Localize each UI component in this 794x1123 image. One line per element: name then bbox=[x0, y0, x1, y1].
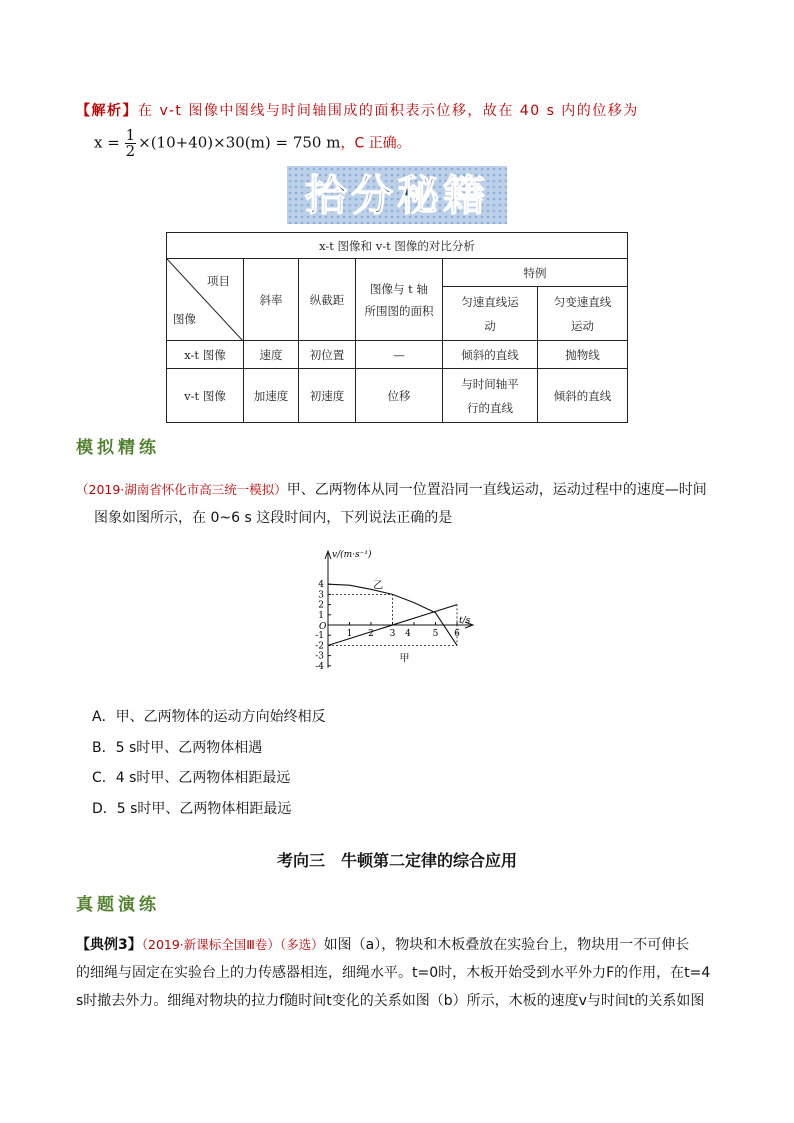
analysis-tag: 【解析】 bbox=[76, 103, 138, 119]
formula-rhs: ×(10+40)×30(m) = 750 m bbox=[138, 133, 341, 152]
x-tick-label: 6 bbox=[454, 629, 460, 639]
origin-label: O bbox=[319, 622, 327, 632]
section-real-heading: 真题演练 bbox=[76, 895, 160, 915]
y-tick-label: 1 bbox=[318, 610, 324, 621]
comparison-table bbox=[166, 232, 628, 423]
x-tick-label: 2 bbox=[368, 629, 374, 639]
displacement-formula bbox=[94, 128, 411, 159]
analysis-paragraph bbox=[76, 101, 726, 121]
analysis-conclusion: ，C 正确。 bbox=[340, 135, 411, 152]
diag-top-label: 项目 bbox=[207, 274, 230, 288]
guide-dashed-3 bbox=[328, 594, 393, 625]
example3-source: （2019·新课标全国Ⅲ卷）（多选） bbox=[141, 937, 324, 952]
series-yi-label: 乙 bbox=[373, 580, 384, 592]
y-tick-label: -4 bbox=[315, 661, 324, 672]
vt-chart bbox=[300, 545, 490, 685]
analysis-text: 在 v-t 图像中图线与时间轴围成的面积表示位移，故在 40 s 内的位移为 bbox=[138, 103, 639, 119]
question1-line2: 图象如图所示，在 0~6 s 这段时间内，下列说法正确的是 bbox=[94, 510, 453, 526]
x-axis-label: t/s bbox=[459, 616, 471, 626]
x-tick-label: 5 bbox=[432, 629, 439, 639]
option-b: B．5 s时甲、乙两物体相遇 bbox=[92, 740, 263, 756]
question1-line1: （2019·湖南省怀化市高三统一模拟）甲、乙两物体从同一位置沿同一直线运动，运动过程中的速度—时间 bbox=[76, 482, 707, 498]
col-accel: 匀变速直线 运动 bbox=[538, 287, 628, 341]
col-uniform: 匀速直线运 动 bbox=[443, 287, 538, 341]
col-slope: 斜率 bbox=[244, 259, 299, 341]
table-diagonal-header bbox=[167, 259, 244, 341]
formula-lhs: x = bbox=[94, 133, 120, 152]
y-tick-label: 3 bbox=[318, 590, 324, 601]
option-c: C．4 s时甲、乙两物体相距最远 bbox=[92, 770, 291, 786]
option-a: A．甲、乙两物体的运动方向始终相反 bbox=[92, 709, 326, 725]
section-mock-heading: 模拟精练 bbox=[76, 438, 160, 458]
diagonal-line bbox=[167, 259, 243, 341]
question1-source: （2019·湖南省怀化市高三统一模拟） bbox=[76, 482, 287, 497]
table-row: v-t 图像 加速度 初速度 位移 与时间轴平 行的直线 倾斜的直线 bbox=[167, 369, 628, 423]
x-tick-label: 1 bbox=[346, 629, 353, 639]
col-intercept: 纵截距 bbox=[299, 259, 356, 341]
col-area: 图像与 t 轴 所围图的面积 bbox=[356, 259, 443, 341]
diag-bottom-label: 图像 bbox=[173, 312, 196, 326]
col-special: 特例 bbox=[443, 259, 628, 287]
x-tick-label: 4 bbox=[405, 629, 411, 639]
y-tick-label: 2 bbox=[318, 600, 324, 611]
example3-paragraph: 【典例3】（2019·新课标全国Ⅲ卷）（多选）如图（a），物块和木板叠放在实验台上，物块用一不可伸长 的细绳与固定在实验台上的力传感器相连，细绳水平。t=0时，木板开始受到水平外力F的作用，在t=4 s时撤去外力。细绳对物块的拉力f随时间t变化的关系如图（b）所示，木板的速度v与时间t的关系如图 bbox=[76, 937, 711, 1009]
formula-fraction: $\frac{1}{2}$ bbox=[125, 126, 136, 160]
example3-tag: 【典例3】 bbox=[76, 937, 142, 953]
y-tick-label: -2 bbox=[315, 641, 324, 652]
y-tick-label: -1 bbox=[315, 631, 324, 642]
series-jia-label: 甲 bbox=[399, 653, 410, 665]
option-d: D．5 s时甲、乙两物体相距最远 bbox=[92, 801, 292, 817]
table-row: x-t 图像 速度 初位置 — 倾斜的直线 抛物线 bbox=[167, 341, 628, 369]
tips-banner-art bbox=[287, 166, 507, 224]
tips-banner-text: 拾分秘籍 bbox=[304, 171, 490, 220]
y-tick-label: -3 bbox=[315, 651, 324, 662]
section3-title: 考向三 牛顿第二定律的综合应用 bbox=[276, 851, 517, 870]
tips-banner bbox=[287, 166, 507, 224]
y-axis-label: v/(m·s⁻¹) bbox=[332, 550, 372, 560]
table-title: x-t 图像和 v-t 图像的对比分析 bbox=[167, 233, 628, 259]
x-tick-label: 3 bbox=[389, 629, 396, 639]
y-tick-label: 4 bbox=[318, 580, 324, 591]
